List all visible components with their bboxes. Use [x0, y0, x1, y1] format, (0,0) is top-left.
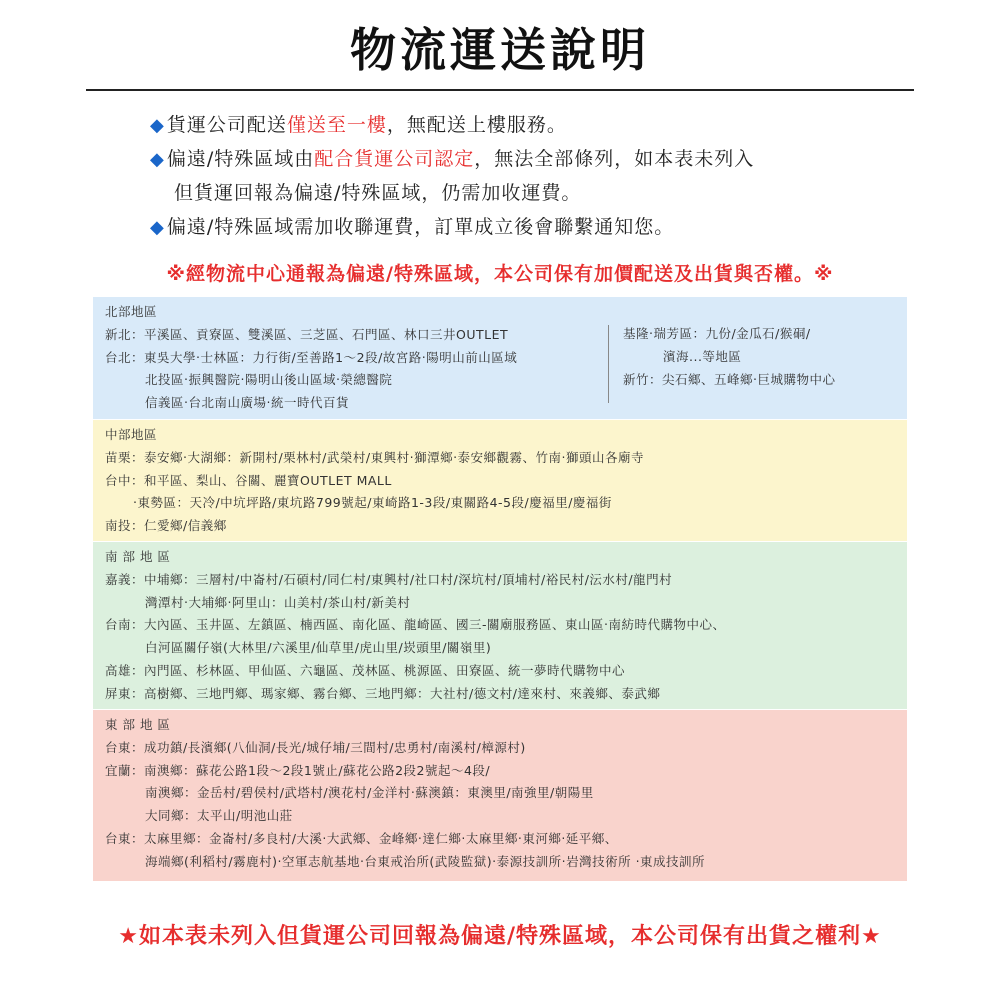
region-line: 南投：仁愛鄉/信義鄉: [105, 518, 227, 534]
region-line: 白河區關仔嶺(大林里/六溪里/仙草里/虎山里/崁頭里/關嶺里): [145, 640, 492, 656]
region-heading: 南 部 地 區: [105, 549, 171, 564]
page-title: 物流運送說明: [350, 23, 650, 77]
region-line: 苗栗：泰安鄉‧大湖鄉：新開村/栗林村/武榮村/東興村‧獅潭鄉‧泰安鄉觀霧、竹南‧獅頭山各廟寺: [105, 449, 645, 465]
region-line: 新北：平溪區、貢寮區、雙溪區、三芝區、石門區、林口三井OUTLET: [105, 326, 509, 342]
region-line: 高雄：內門區、杉林區、甲仙區、六龜區、茂林區、桃源區、田寮區、統一夢時代購物中心: [105, 662, 626, 678]
region-line: 濱海...等地區: [663, 348, 742, 364]
note-highlight: 僅送至一樓: [286, 114, 387, 136]
region-line: 海端鄉(利稻村/霧鹿村)‧空軍志航基地‧台東戒治所(武陵監獄)‧泰源技訓所‧岩灣技術所 ‧東成技訓所: [145, 853, 706, 869]
region-line: 大同鄉：太平山/明池山莊: [145, 808, 293, 824]
region-line: 南澳鄉：金岳村/碧侯村/武塔村/澳花村/金洋村‧蘇澳鎮：東澳里/南強里/朝陽里: [145, 785, 594, 801]
region-line: 灣潭村‧大埔鄉‧阿里山：山美村/茶山村/新美村: [145, 594, 411, 610]
region-line: 嘉義：中埔鄉：三層村/中崙村/石碩村/同仁村/東興村/社口村/深坑村/頂埔村/裕民村/沄水村/龍門村: [105, 571, 673, 587]
region-line: 屏東：高樹鄉、三地門鄉、瑪家鄉、霧台鄉、三地門鄉：大社村/德文村/達來村、來義鄉、泰武鄉: [105, 685, 661, 701]
note-item: [150, 108, 910, 142]
note-text: 偏遠/特殊區域需加收聯運費，訂單成立後會聯繫通知您。: [166, 216, 675, 238]
region-line: 新竹：尖石鄉、五峰鄉‧巨城購物中心: [623, 371, 836, 387]
region-line: 宜蘭：南澳鄉：蘇花公路1段～2段1號止/蘇花公路2段2號起～4段/: [105, 762, 491, 778]
note-item: [150, 142, 910, 176]
note-text: ，無法全部條列，如本表未列入: [474, 148, 755, 170]
region-heading: 東 部 地 區: [105, 717, 171, 732]
region-line: 台北：東吳大學‧士林區：力行街/至善路1～2段/故宮路‧陽明山前山區域: [105, 349, 518, 365]
region-line: 台東：成功鎮/長濱鄉(八仙洞/長光/城仔埔/三間村/忠勇村/南溪村/樟源村): [105, 739, 526, 755]
note-highlight: 配合貨運公司認定: [314, 148, 475, 170]
region-central: [93, 420, 907, 541]
note-text: ，無配送上樓服務。: [386, 114, 567, 136]
region-line: 台南：大內區、玉井區、左鎮區、楠西區、南化區、龍崎區、國三-關廟服務區、東山區‧南紡時代購物中心、: [105, 617, 726, 633]
remote-area-notice: ※經物流中心通報為偏遠/特殊區域，本公司保有加價配送及出貨與否權。※: [166, 263, 834, 285]
region-line: ‧東勢區：天冷/中坑坪路/東坑路799號起/東崎路1-3段/東關路4-5段/慶福里/慶福街: [133, 495, 612, 511]
note-item: [150, 210, 910, 244]
shipping-notes: [150, 108, 910, 244]
diamond-icon: ◆: [150, 149, 165, 170]
region-line: 台中：和平區、梨山、谷關、麗寶OUTLET MALL: [105, 472, 392, 488]
diamond-icon: ◆: [150, 217, 165, 238]
north-left-column: [105, 301, 615, 415]
footer-disclaimer: ★如本表未列入但貨運公司回報為偏遠/特殊區域，本公司保有出貨之權利★: [118, 924, 882, 949]
region-south: [93, 542, 907, 709]
region-line: 北投區‧振興醫院‧陽明山後山區域‧榮總醫院: [145, 372, 393, 388]
note-text: 偏遠/特殊區域由: [166, 148, 315, 170]
region-heading: 中部地區: [105, 427, 158, 442]
north-right-column: [623, 323, 893, 391]
title-divider: [86, 89, 914, 91]
region-line: 信義區‧台北南山廣場‧統一時代百貨: [145, 395, 349, 411]
note-text: 貨運公司配送: [166, 114, 287, 136]
note-continuation: 但貨運回報為偏遠/特殊區域，仍需加收運費。: [174, 182, 582, 204]
diamond-icon: ◆: [150, 115, 165, 136]
region-line: 台東：太麻里鄉：金崙村/多良村/大溪‧大武鄉、金峰鄉‧達仁鄉‧太麻里鄉‧東河鄉‧延平鄉、: [105, 830, 618, 846]
region-line: 基隆‧瑞芳區：九份/金瓜石/猴硐/: [623, 326, 811, 341]
column-divider: [608, 325, 609, 403]
region-north: [93, 297, 907, 419]
region-heading: 北部地區: [105, 304, 158, 319]
region-east: [93, 710, 907, 881]
